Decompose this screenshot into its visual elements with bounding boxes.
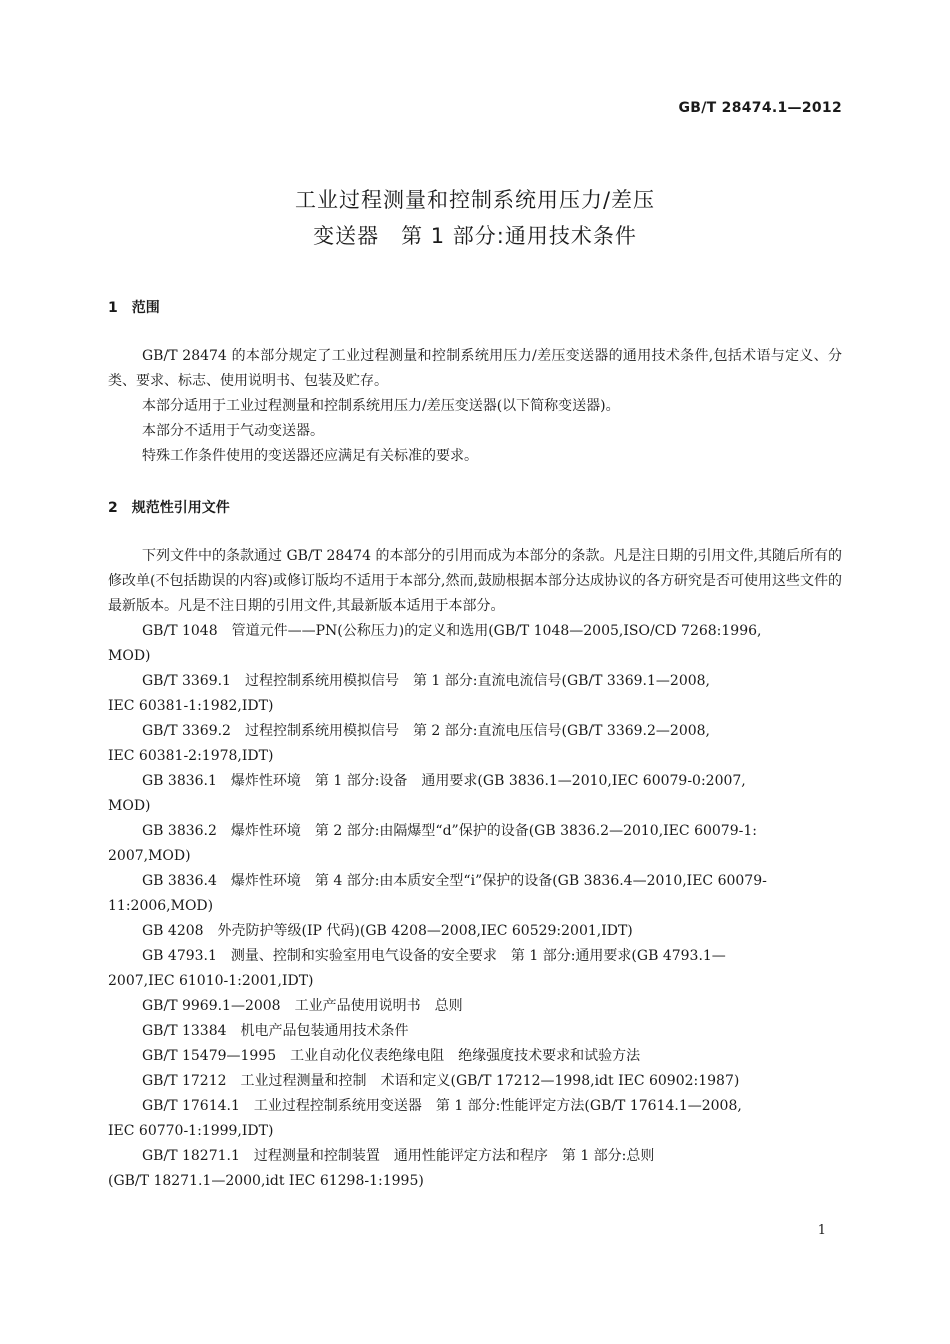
scope-paragraph-4: 特殊工作条件使用的变送器还应满足有关标准的要求。 [142, 448, 478, 464]
reference-item [108, 769, 842, 819]
reference-item [108, 869, 842, 919]
scope-paragraph-1: GB/T 28474 的本部分规定了工业过程测量和控制系统用压力/差压变送器的通用技术条件,包括术语与定义、分类、要求、标志、使用说明书、包装及贮存。 [108, 348, 842, 389]
reference-item [108, 919, 842, 944]
reference-line-1: GB/T 1048 管道元件——PN(公称压力)的定义和选用(GB/T 1048—2005,ISO/CD 7268:1996, [142, 623, 762, 639]
reference-item [108, 1144, 842, 1194]
section-2-heading: 2 规范性引用文件 [108, 500, 230, 516]
reference-item [108, 1019, 842, 1044]
reference-item [108, 669, 842, 719]
reference-item [108, 994, 842, 1019]
reference-line-2: (GB/T 18271.1—2000,idt IEC 61298-1:1995) [108, 1173, 424, 1189]
reference-line-2: MOD) [108, 648, 151, 664]
reference-line-1: GB/T 18271.1 过程测量和控制装置 通用性能评定方法和程序 第 1 部分:总则 [142, 1148, 655, 1164]
section-1-body [108, 344, 842, 469]
references-intro: 下列文件中的条款通过 GB/T 28474 的本部分的引用而成为本部分的条款。凡是注日期的引用文件,其随后所有的修改单(不包括勘误的内容)或修订版均不适用于本部分,然而,鼓励根据本部分达成协议的各方研究是否可使用这些文件的最新版本。凡是不注日期的引用文件,其最新版本适用于本部分。 [108, 548, 842, 614]
reference-line-1: GB/T 3369.1 过程控制系统用模拟信号 第 1 部分:直流电流信号(GB/T 3369.1—2008, [142, 673, 710, 689]
reference-line-2: 2007,MOD) [108, 848, 191, 864]
title-line-2: 变送器 第 1 部分:通用技术条件 [313, 224, 637, 248]
reference-line-1: GB/T 9969.1—2008 工业产品使用说明书 总则 [142, 998, 463, 1014]
reference-line-1: GB 4793.1 测量、控制和实验室用电气设备的安全要求 第 1 部分:通用要求(GB 4793.1— [142, 948, 726, 964]
reference-line-1: GB/T 15479—1995 工业自动化仪表绝缘电阻 绝缘强度技术要求和试验方法 [142, 1048, 641, 1064]
reference-line-2: IEC 60770-1:1999,IDT) [108, 1123, 274, 1139]
reference-line-1: GB 3836.4 爆炸性环境 第 4 部分:由本质安全型“i”保护的设备(GB 3836.4—2010,IEC 60079- [142, 873, 767, 889]
reference-line-1: GB/T 17212 工业过程测量和控制 术语和定义(GB/T 17212—1998,idt IEC 60902:1987) [142, 1073, 740, 1089]
reference-item [108, 1069, 842, 1094]
reference-item [108, 1044, 842, 1069]
standard-code: GB/T 28474.1—2012 [678, 100, 842, 116]
title-line-1: 工业过程测量和控制系统用压力/差压 [294, 188, 656, 212]
scope-paragraph-3: 本部分不适用于气动变送器。 [142, 423, 324, 439]
document-title [0, 182, 950, 254]
reference-line-1: GB 3836.1 爆炸性环境 第 1 部分:设备 通用要求(GB 3836.1—2010,IEC 60079-0:2007, [142, 773, 746, 789]
reference-item [108, 1094, 842, 1144]
reference-line-1: GB/T 3369.2 过程控制系统用模拟信号 第 2 部分:直流电压信号(GB/T 3369.2—2008, [142, 723, 710, 739]
section-1-heading: 1 范围 [108, 300, 160, 316]
reference-line-1: GB/T 17614.1 工业过程控制系统用变送器 第 1 部分:性能评定方法(GB/T 17614.1—2008, [142, 1098, 742, 1114]
reference-line-1: GB/T 13384 机电产品包装通用技术条件 [142, 1023, 409, 1039]
reference-line-2: MOD) [108, 798, 151, 814]
reference-item [108, 719, 842, 769]
reference-line-1: GB 3836.2 爆炸性环境 第 2 部分:由隔爆型“d”保护的设备(GB 3836.2—2010,IEC 60079-1: [142, 823, 757, 839]
section-2-body [108, 544, 842, 1194]
reference-line-2: IEC 60381-2:1978,IDT) [108, 748, 274, 764]
reference-line-2: 2007,IEC 61010-1:2001,IDT) [108, 973, 314, 989]
reference-item [108, 619, 842, 669]
reference-item [108, 819, 842, 869]
reference-item [108, 944, 842, 994]
reference-line-1: GB 4208 外壳防护等级(IP 代码)(GB 4208—2008,IEC 60529:2001,IDT) [142, 923, 633, 939]
reference-line-2: IEC 60381-1:1982,IDT) [108, 698, 274, 714]
page-number: 1 [817, 1223, 826, 1238]
scope-paragraph-2: 本部分适用于工业过程测量和控制系统用压力/差压变送器(以下简称变送器)。 [142, 398, 620, 414]
reference-line-2: 11:2006,MOD) [108, 898, 214, 914]
